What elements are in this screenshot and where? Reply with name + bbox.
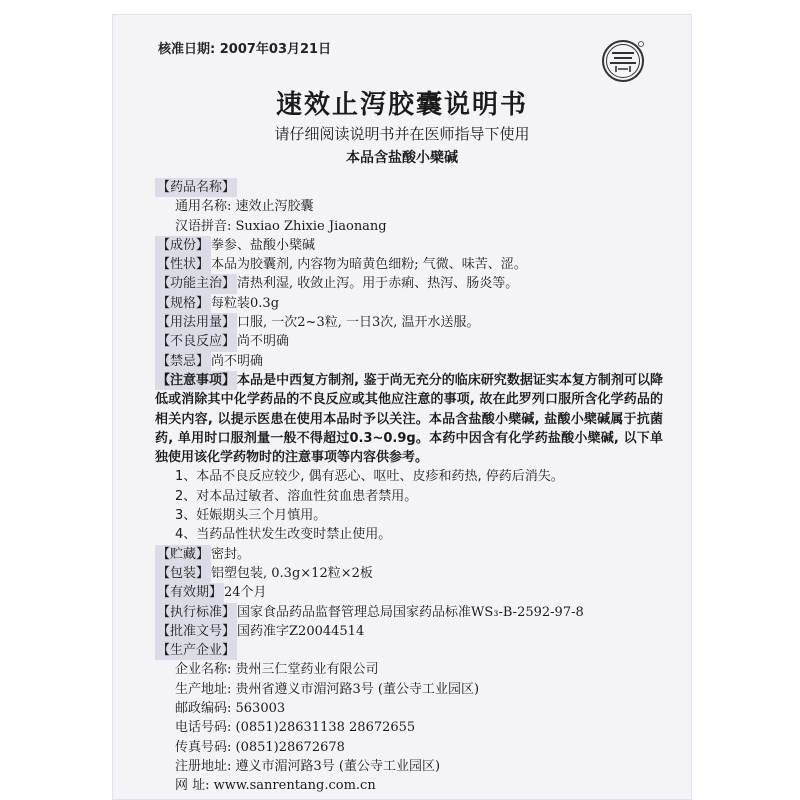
manufacturer-website: 网 址: www.sanrentang.com.cn [175, 778, 376, 794]
precaution-item-2: 2、对本品过敏者、溶血性贫血患者禁用。 [175, 488, 418, 504]
storage-text: 密封。 [211, 546, 251, 562]
standard-text: 国家食品药品监督管理总局国家药品标准WS₃-B-2592-97-8 [237, 604, 584, 620]
validity-header: 【有效期】 [155, 583, 224, 602]
appearance-text: 本品为胶囊剂, 内容物为暗黄色细粉; 气微、味苦、涩。 [211, 257, 527, 273]
manufacturer-header: 【生产企业】 [155, 641, 237, 660]
indications-section [155, 274, 665, 293]
leaflet-body [155, 178, 665, 796]
manufacturer-section [155, 641, 665, 660]
spec-header: 【规格】 [155, 294, 211, 313]
usage-text: 口服, 一次2~3粒, 一日3次, 温开水送服。 [237, 315, 480, 331]
adverse-header: 【不良反应】 [155, 332, 237, 351]
approval-no-text: 国药准字Z20044514 [237, 623, 365, 639]
manufacturer-fax: 传真号码: (0851)28672678 [175, 739, 345, 755]
precautions-header: 【注意事项】 [155, 371, 237, 390]
adverse-section [155, 332, 665, 351]
pinyin-name: 汉语拼音: Suxiao Zhixie Jiaonang [175, 218, 387, 234]
contra-section [155, 352, 665, 371]
package-text: 铝塑包装, 0.3g×12粒×2板 [211, 565, 373, 581]
spec-section [155, 294, 665, 313]
drug-name-section [155, 178, 665, 197]
ingredients-section [155, 236, 665, 255]
usage-section [155, 313, 665, 332]
precautions-section [155, 371, 663, 467]
ingredients-header: 【成份】 [155, 236, 211, 255]
package-header: 【包装】 [155, 564, 211, 583]
spec-text: 每粒装0.3g [211, 295, 280, 311]
standard-section [155, 603, 665, 622]
package-section [155, 564, 665, 583]
document-title: 速效止泻胶囊说明书 [275, 90, 528, 120]
drug-name-header: 【药品名称】 [155, 178, 237, 197]
indications-header: 【功能主治】 [155, 274, 237, 293]
manufacturer-postcode: 邮政编码: 563003 [175, 701, 286, 717]
precaution-item-3: 3、妊娠期头三个月慎用。 [175, 508, 327, 524]
validity-text: 24个月 [224, 585, 267, 601]
adverse-text: 尚不明确 [237, 334, 290, 350]
contra-header: 【禁忌】 [155, 352, 211, 371]
indications-text: 清热利湿, 收敛止泻。用于赤痢、热泻、肠炎等。 [237, 276, 519, 292]
contains-notice: 本品含盐酸小檗碱 [346, 150, 458, 166]
manufacturer-phone: 电话号码: (0851)28631138 28672655 [175, 720, 416, 736]
manufacturer-company: 企业名称: 贵州三仁堂药业有限公司 [175, 662, 379, 678]
appearance-section [155, 255, 665, 274]
storage-header: 【贮藏】 [155, 545, 211, 564]
precaution-item-1: 1、本品不良反应较少, 偶有恶心、呕吐、皮疹和药热, 停药后消失。 [175, 469, 564, 485]
sanrentang-logo [600, 38, 646, 84]
appearance-header: 【性状】 [155, 255, 211, 274]
ingredients-text: 拳参、盐酸小檗碱 [211, 237, 316, 253]
validity-section [155, 583, 665, 602]
approval-no-section [155, 622, 665, 641]
approval-no-header: 【批准文号】 [155, 622, 237, 641]
contra-text: 尚不明确 [211, 353, 264, 369]
precaution-item-4: 4、当药品性状发生改变时禁止使用。 [175, 527, 392, 543]
standard-header: 【执行标准】 [155, 603, 237, 622]
usage-header: 【用法用量】 [155, 313, 237, 332]
precautions-text: 本品是中西复方制剂, 鉴于尚无充分的临床研究数据证实本复方制剂可以降低或消除其中化学药品的不良反应或其他应注意的事项, 故在此罗列口服所含化学药品的相关内容, 以提示医患在使用本品时予以关注。本品含盐酸小檗碱, 盐酸小檗碱属于抗菌药, 单用时口服剂量一般不得超过0.3~0.9g。本药中因含有化学药盐酸小檗碱, 以下单独使用该化学药物时的注意事项等内容供参考。 [155, 372, 663, 466]
manufacturer-address: 生产地址: 贵州省遵义市湄河路3号 (董公寺工业园区) [175, 681, 480, 697]
manufacturer-registered-address: 注册地址: 遵义市湄河路3号 (董公寺工业园区) [175, 758, 441, 774]
generic-name: 通用名称: 速效止泻胶囊 [175, 199, 314, 215]
storage-section [155, 545, 665, 564]
document-subtitle: 请仔细阅读说明书并在医师指导下使用 [274, 125, 530, 143]
approval-date: 核准日期: 2007年03月21日 [158, 42, 332, 57]
